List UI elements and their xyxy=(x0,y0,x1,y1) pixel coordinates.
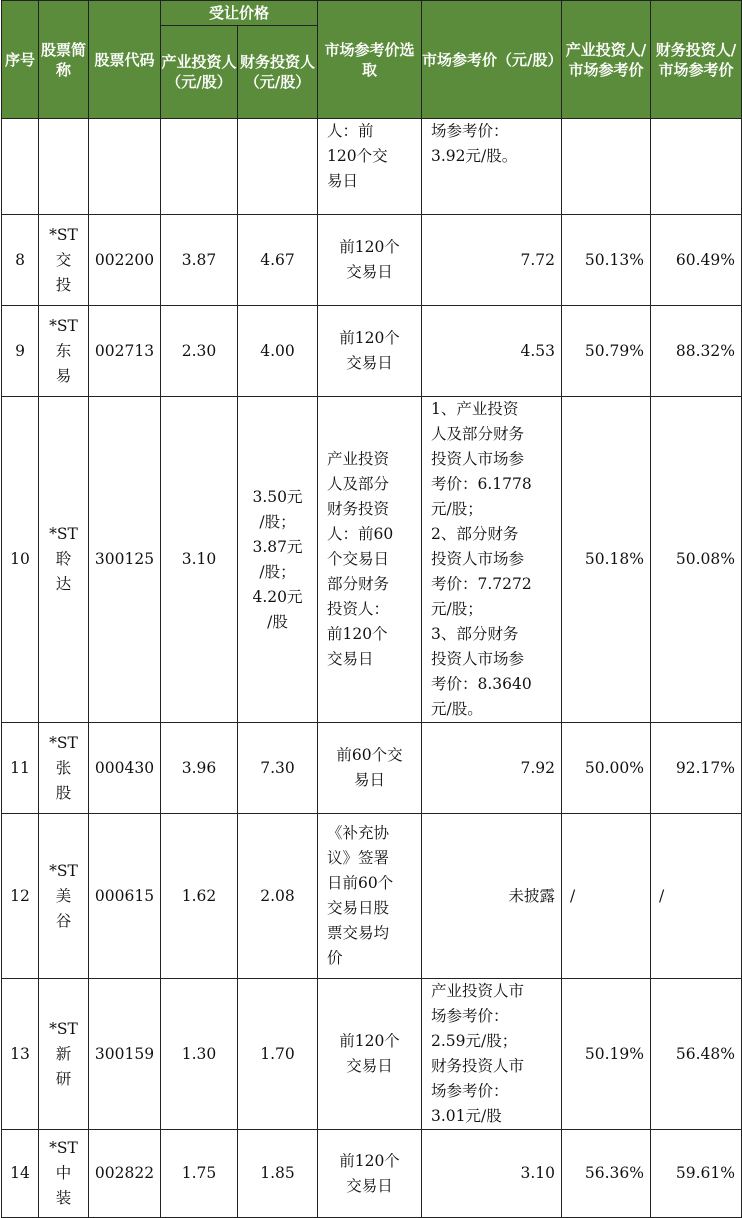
cell-financial-price: 2.08 xyxy=(238,814,318,979)
table-row xyxy=(2,119,742,215)
cell-ref-method: 人：前 120个交 易日 xyxy=(318,119,422,215)
cell-financial-ratio: 60.49% xyxy=(651,215,742,306)
cell-stock-name: *ST 美 谷 xyxy=(39,814,89,979)
header-stock-code: 股票代码 xyxy=(89,1,161,119)
cell-financial-price: 4.00 xyxy=(238,306,318,397)
cell-financial-ratio: 59.61% xyxy=(651,1130,742,1218)
table-row xyxy=(2,814,742,979)
cell-financial-ratio: 92.17% xyxy=(651,723,742,814)
cell-industry-price: 2.30 xyxy=(161,306,238,397)
cell-no: 11 xyxy=(2,723,39,814)
cell-stock-name: *ST 聆 达 xyxy=(39,397,89,723)
cell-industry-ratio: 50.13% xyxy=(562,215,651,306)
cell-ref-method: 前120个 交易日 xyxy=(318,306,422,397)
cell-industry-ratio: 56.36% xyxy=(562,1130,651,1218)
cell-ref-price: 3.10 xyxy=(422,1130,562,1218)
cell-financial-price: 4.67 xyxy=(238,215,318,306)
cell-ref-method: 前120个 交易日 xyxy=(318,979,422,1130)
cell-ref-method: 前120个 交易日 xyxy=(318,215,422,306)
cell-no: 14 xyxy=(2,1130,39,1218)
cell-stock-code: 002713 xyxy=(89,306,161,397)
cell-ref-method: 前120个 交易日 xyxy=(318,1130,422,1218)
cell-stock-code: 002822 xyxy=(89,1130,161,1218)
cell-ref-price: 场参考价： 3.92元/股。 xyxy=(422,119,562,215)
header-financial-ratio: 财务投资人/市场参考价 xyxy=(651,1,742,119)
investor-price-table xyxy=(1,0,742,1218)
cell-ref-price: 7.92 xyxy=(422,723,562,814)
cell-no xyxy=(2,119,39,215)
cell-industry-ratio xyxy=(562,119,651,215)
cell-industry-ratio: 50.79% xyxy=(562,306,651,397)
cell-ref-method: 《补充协 议》签署 日前60个 交易日股 票交易均 价 xyxy=(318,814,422,979)
cell-stock-name xyxy=(39,119,89,215)
table-row xyxy=(2,1130,742,1218)
cell-financial-ratio: 50.08% xyxy=(651,397,742,723)
table-row xyxy=(2,215,742,306)
cell-stock-code xyxy=(89,119,161,215)
cell-no: 9 xyxy=(2,306,39,397)
table-row xyxy=(2,723,742,814)
table-row xyxy=(2,979,742,1130)
cell-ref-price: 7.72 xyxy=(422,215,562,306)
cell-stock-name: *ST 新 研 xyxy=(39,979,89,1130)
cell-no: 10 xyxy=(2,397,39,723)
header-financial-investor: 财务投资人（元/股） xyxy=(238,26,318,119)
cell-industry-price: 3.96 xyxy=(161,723,238,814)
cell-financial-price xyxy=(238,119,318,215)
cell-financial-ratio: / xyxy=(651,814,742,979)
cell-no: 13 xyxy=(2,979,39,1130)
header-industry-ratio: 产业投资人/市场参考价 xyxy=(562,1,651,119)
cell-no: 12 xyxy=(2,814,39,979)
header-transfer-price: 受让价格 xyxy=(161,1,318,26)
cell-financial-price: 1.85 xyxy=(238,1130,318,1218)
cell-industry-ratio: / xyxy=(562,814,651,979)
header-stock-name: 股票简称 xyxy=(39,1,89,119)
cell-ref-price: 4.53 xyxy=(422,306,562,397)
cell-financial-price: 1.70 xyxy=(238,979,318,1130)
cell-industry-price: 3.87 xyxy=(161,215,238,306)
cell-ref-price: 未披露 xyxy=(422,814,562,979)
cell-industry-price: 1.30 xyxy=(161,979,238,1130)
cell-stock-code: 300125 xyxy=(89,397,161,723)
cell-stock-name: *ST 交 投 xyxy=(39,215,89,306)
cell-ref-price: 产业投资人市 场参考价： 2.59元/股； 财务投资人市 场参考价： 3.01元/股 xyxy=(422,979,562,1130)
cell-ref-method: 前60个交 易日 xyxy=(318,723,422,814)
cell-financial-price: 7.30 xyxy=(238,723,318,814)
cell-stock-code: 002200 xyxy=(89,215,161,306)
cell-financial-ratio: 88.32% xyxy=(651,306,742,397)
cell-financial-ratio: 56.48% xyxy=(651,979,742,1130)
header-industry-investor: 产业投资人（元/股） xyxy=(161,26,238,119)
cell-industry-ratio: 50.18% xyxy=(562,397,651,723)
cell-no: 8 xyxy=(2,215,39,306)
cell-industry-price: 3.10 xyxy=(161,397,238,723)
cell-industry-price: 1.75 xyxy=(161,1130,238,1218)
header-ref-price: 市场参考价（元/股） xyxy=(422,1,562,119)
cell-stock-name: *ST 东 易 xyxy=(39,306,89,397)
cell-ref-method: 产业投资 人及部分 财务投资 人：前60 个交易日 部分财务 投资人： 前120个 交易日 xyxy=(318,397,422,723)
cell-industry-price: 1.62 xyxy=(161,814,238,979)
cell-stock-code: 000615 xyxy=(89,814,161,979)
cell-industry-ratio: 50.00% xyxy=(562,723,651,814)
table-row xyxy=(2,397,742,723)
cell-industry-price xyxy=(161,119,238,215)
table-row xyxy=(2,306,742,397)
cell-financial-ratio xyxy=(651,119,742,215)
cell-stock-name: *ST 张 股 xyxy=(39,723,89,814)
cell-financial-price: 3.50元 /股； 3.87元 /股； 4.20元 /股 xyxy=(238,397,318,723)
cell-ref-price: 1、产业投资 人及部分财务 投资人市场参 考价：6.1778 元/股； 2、部分财务 投资人市场参 考价：7.7272 元/股； 3、部分财务 投资人市场参 考价：8.3640 元/股。 xyxy=(422,397,562,723)
cell-stock-name: *ST 中 装 xyxy=(39,1130,89,1218)
cell-stock-code: 000430 xyxy=(89,723,161,814)
header-no: 序号 xyxy=(2,1,39,119)
header-ref-method: 市场参考价选取 xyxy=(318,1,422,119)
cell-stock-code: 300159 xyxy=(89,979,161,1130)
cell-industry-ratio: 50.19% xyxy=(562,979,651,1130)
